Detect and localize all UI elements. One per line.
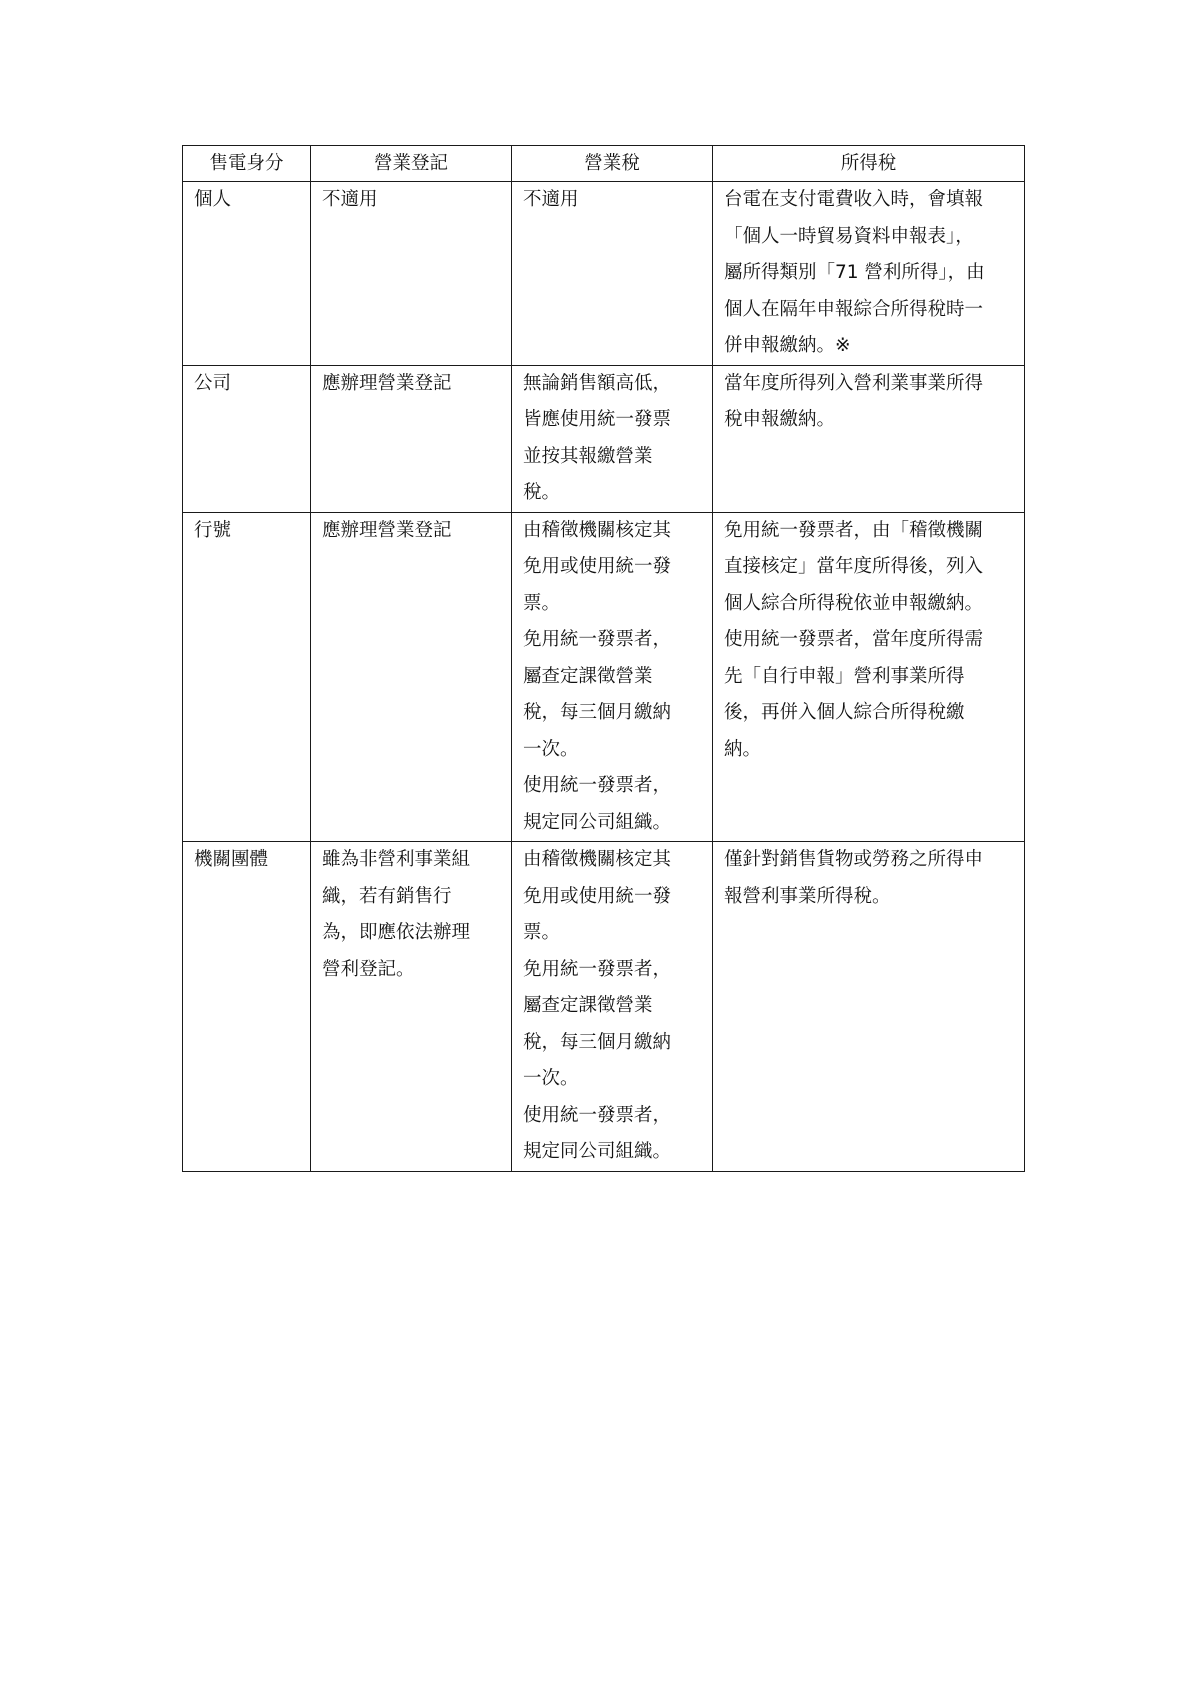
cell-text-line: 由稽徵機關核定其 bbox=[523, 849, 672, 870]
cell-text-line: 屬查定課徵營業 bbox=[523, 665, 653, 687]
cell-text-line: 納。 bbox=[724, 738, 762, 760]
cell-text-line: 票。 bbox=[523, 922, 561, 943]
cell-text-line: 併申報繳納。※ bbox=[724, 335, 851, 356]
table-header-row bbox=[183, 146, 1025, 182]
header-income-tax: 所得稅 bbox=[713, 146, 1025, 182]
cell-text-line: 皆應使用統一發票 bbox=[523, 409, 672, 430]
cell-text-line: 當年度所得列入營利業事業所得 bbox=[724, 372, 984, 394]
cell-text-line: 規定同公司組織。 bbox=[523, 1141, 672, 1162]
cell-text-line: 不適用 bbox=[322, 189, 378, 210]
cell-text-line: 並按其報繳營業 bbox=[523, 445, 653, 467]
cell-business-tax bbox=[512, 182, 713, 366]
cell-income-tax bbox=[713, 182, 1025, 366]
cell-text-line: 「個人一時貿易資料申報表」， bbox=[724, 225, 974, 247]
cell-text-line: 為，即應依法辦理 bbox=[322, 922, 471, 943]
cell-text-line: 公司 bbox=[194, 372, 232, 394]
cell-text-line: 免用統一發票者，由「稽徵機關 bbox=[724, 519, 984, 541]
cell-text-line: 機關團體 bbox=[194, 849, 269, 870]
cell-text-line: 一次。 bbox=[523, 738, 579, 760]
cell-text-line: 稅。 bbox=[523, 482, 561, 503]
cell-text-line: 免用統一發票者， bbox=[523, 629, 672, 650]
cell-text-line: 應辦理營業登記 bbox=[322, 519, 452, 541]
cell-text-line: 由稽徵機關核定其 bbox=[523, 519, 672, 541]
cell-registration bbox=[311, 365, 512, 512]
cell-text-line: 一次。 bbox=[523, 1068, 579, 1089]
cell-text-line: 屬查定課徵營業 bbox=[523, 995, 653, 1016]
header-identity: 售電身分 bbox=[183, 146, 311, 182]
cell-income-tax bbox=[713, 365, 1025, 512]
header-registration: 營業登記 bbox=[311, 146, 512, 182]
cell-text-line: 票。 bbox=[523, 592, 561, 614]
cell-text-line: 免用統一發票者， bbox=[523, 958, 672, 980]
cell-income-tax bbox=[713, 842, 1025, 1172]
cell-identity bbox=[183, 182, 311, 366]
cell-text-line: 使用統一發票者， bbox=[523, 1104, 672, 1126]
cell-text-line: 個人 bbox=[194, 189, 232, 210]
cell-text-line: 免用或使用統一發 bbox=[523, 556, 672, 577]
cell-text-line: 使用統一發票者，當年度所得需 bbox=[724, 629, 984, 650]
cell-identity bbox=[183, 365, 311, 512]
cell-income-tax bbox=[713, 512, 1025, 842]
cell-text-line: 使用統一發票者， bbox=[523, 775, 672, 796]
cell-text-line: 報營利事業所得稅。 bbox=[724, 885, 891, 907]
cell-text-line: 個人在隔年申報綜合所得稅時一 bbox=[724, 298, 984, 320]
tax-comparison-table bbox=[182, 145, 1025, 1172]
cell-text-line: 稅，每三個月繳納 bbox=[523, 702, 672, 723]
cell-registration bbox=[311, 512, 512, 842]
table-body bbox=[183, 182, 1025, 1172]
cell-text-line: 直接核定」當年度所得後，列入 bbox=[724, 556, 984, 577]
table-row bbox=[183, 182, 1025, 366]
cell-text-line: 雖為非營利事業組 bbox=[322, 849, 471, 870]
cell-text-line: 稅申報繳納。 bbox=[724, 409, 836, 430]
table-row bbox=[183, 512, 1025, 842]
cell-text-line: 行號 bbox=[194, 519, 232, 541]
header-business-tax: 營業稅 bbox=[512, 146, 713, 182]
cell-text-line: 應辦理營業登記 bbox=[322, 372, 452, 394]
cell-text-line: 不適用 bbox=[523, 189, 579, 210]
cell-text-line: 規定同公司組織。 bbox=[523, 811, 672, 833]
cell-identity bbox=[183, 842, 311, 1172]
document-page bbox=[182, 145, 1024, 1172]
cell-registration bbox=[311, 182, 512, 366]
cell-text-line: 稅，每三個月繳納 bbox=[523, 1031, 672, 1053]
cell-text-line: 無論銷售額高低， bbox=[523, 372, 672, 394]
cell-text-line: 先「自行申報」營利事業所得 bbox=[724, 665, 965, 687]
cell-text-line: 免用或使用統一發 bbox=[523, 885, 672, 907]
cell-text-line: 僅針對銷售貨物或勞務之所得申 bbox=[724, 849, 984, 870]
cell-identity bbox=[183, 512, 311, 842]
cell-text-line: 個人綜合所得稅依並申報繳納。 bbox=[724, 592, 984, 614]
table-row bbox=[183, 842, 1025, 1172]
table-row bbox=[183, 365, 1025, 512]
cell-business-tax bbox=[512, 842, 713, 1172]
cell-registration bbox=[311, 842, 512, 1172]
cell-text-line: 台電在支付電費收入時，會填報 bbox=[724, 189, 984, 210]
cell-business-tax bbox=[512, 365, 713, 512]
cell-text-line: 屬所得類別「71 營利所得」，由 bbox=[724, 262, 985, 283]
cell-text-line: 織，若有銷售行 bbox=[322, 885, 452, 907]
cell-text-line: 後，再併入個人綜合所得稅繳 bbox=[724, 702, 965, 723]
cell-business-tax bbox=[512, 512, 713, 842]
cell-text-line: 營利登記。 bbox=[322, 958, 415, 980]
